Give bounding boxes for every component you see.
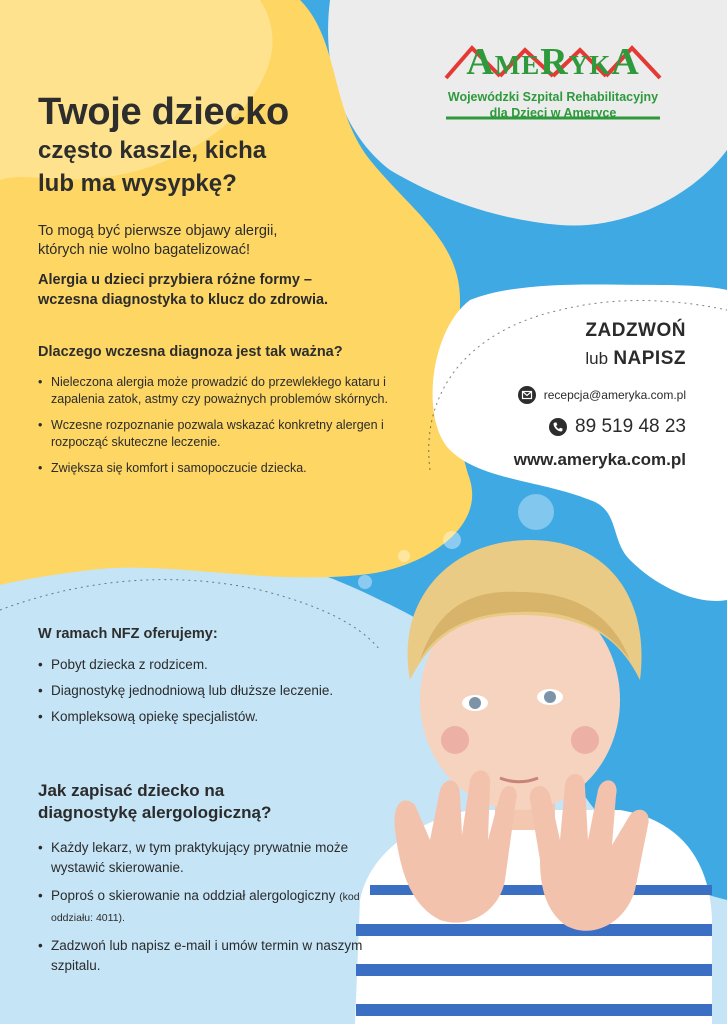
write-line — [470, 348, 686, 370]
email-row — [470, 386, 686, 404]
logo-letter: ME — [494, 50, 541, 80]
headline-main: Twoje dziecko — [38, 91, 289, 133]
contact-block — [470, 320, 686, 470]
list-item: • Zadzwoń lub napisz e-mail i umów termin w naszym szpitalu. — [38, 936, 368, 976]
bubble — [443, 531, 461, 549]
why-list — [38, 374, 418, 477]
nfz-section — [38, 626, 358, 733]
list-item: • Pobyt dziecka z rodzicem. — [38, 655, 358, 675]
enroll-title — [38, 780, 368, 824]
website-link[interactable]: www.ameryka.com.pl — [513, 450, 686, 469]
logo-letter: A — [611, 41, 640, 83]
bubble — [398, 550, 410, 562]
intro-bold — [38, 270, 418, 310]
write-label: NAPISZ — [613, 348, 686, 369]
phone-row — [470, 416, 686, 438]
headline-line2: często kaszle, kicha — [38, 137, 267, 164]
phone-icon — [549, 418, 567, 436]
enroll-section — [38, 780, 368, 984]
intro-bold1: Alergia u dzieci przybiera różne formy – — [38, 272, 312, 288]
logo-letter: A — [466, 41, 495, 83]
bubble — [518, 494, 554, 530]
enroll-title2: diagnostykę alergologiczną? — [38, 803, 272, 822]
phone-number[interactable]: 89 519 48 23 — [575, 416, 686, 437]
enroll-list — [38, 838, 368, 976]
list-item: • Każdy lekarz, w tym praktykujący prywatnie może wystawić skierowanie. — [38, 838, 368, 878]
intro-line2: których nie wolno bagatelizować! — [38, 242, 250, 258]
logo-subtitle — [440, 89, 666, 121]
logo-wordmark — [440, 42, 666, 85]
list-item: • Zwiększa się komfort i samopoczucie dziecka. — [38, 460, 418, 477]
hospital-logo — [440, 42, 666, 121]
headline — [38, 90, 378, 200]
headline-line3: lub ma wysypkę? — [38, 170, 237, 197]
why-section — [38, 344, 418, 487]
enroll-title1: Jak zapisać dziecko na — [38, 781, 225, 800]
bubble — [358, 575, 372, 589]
list-item: • Diagnostykę jednodniową lub dłuższe leczenie. — [38, 681, 358, 701]
email-link[interactable]: recepcja@ameryka.com.pl — [543, 388, 686, 402]
nfz-title: W ramach NFZ oferujemy: — [38, 626, 218, 642]
list-item: • Nieleczona alergia może prowadzić do przewlekłego kataru i zapalenia zatok, astmy czy poważnych problemów skórnych. — [38, 374, 418, 407]
logo-subtitle2: dla Dzieci w Ameryce — [489, 106, 617, 120]
list-item — [38, 886, 368, 928]
call-label: ZADZWOŃ — [585, 320, 686, 341]
list-item: • Kompleksową opiekę specjalistów. — [38, 707, 358, 727]
intro-text — [38, 222, 398, 260]
logo-subtitle1: Wojewódzki Szpital Rehabilitacyjny — [447, 90, 659, 104]
intro-line1: To mogą być pierwsze objawy alergii, — [38, 223, 278, 239]
nfz-list — [38, 655, 358, 727]
or-label: lub — [585, 349, 609, 368]
list-item: • Wczesne rozpoznanie pozwala wskazać konkretny alergen i rozpocząć skuteczne leczenie. — [38, 417, 418, 450]
envelope-icon — [518, 386, 536, 404]
logo-letter: YK — [568, 50, 612, 80]
enroll-item2-text: Poproś o skierowanie na oddział alergologiczny — [51, 888, 336, 903]
intro-bold2: wczesna diagnostyka to klucz do zdrowia. — [38, 292, 329, 308]
why-title: Dlaczego wczesna diagnoza jest tak ważna? — [38, 344, 343, 360]
ward-code: (kod oddziału: 4011). — [51, 891, 360, 924]
logo-letter: R — [540, 41, 569, 83]
